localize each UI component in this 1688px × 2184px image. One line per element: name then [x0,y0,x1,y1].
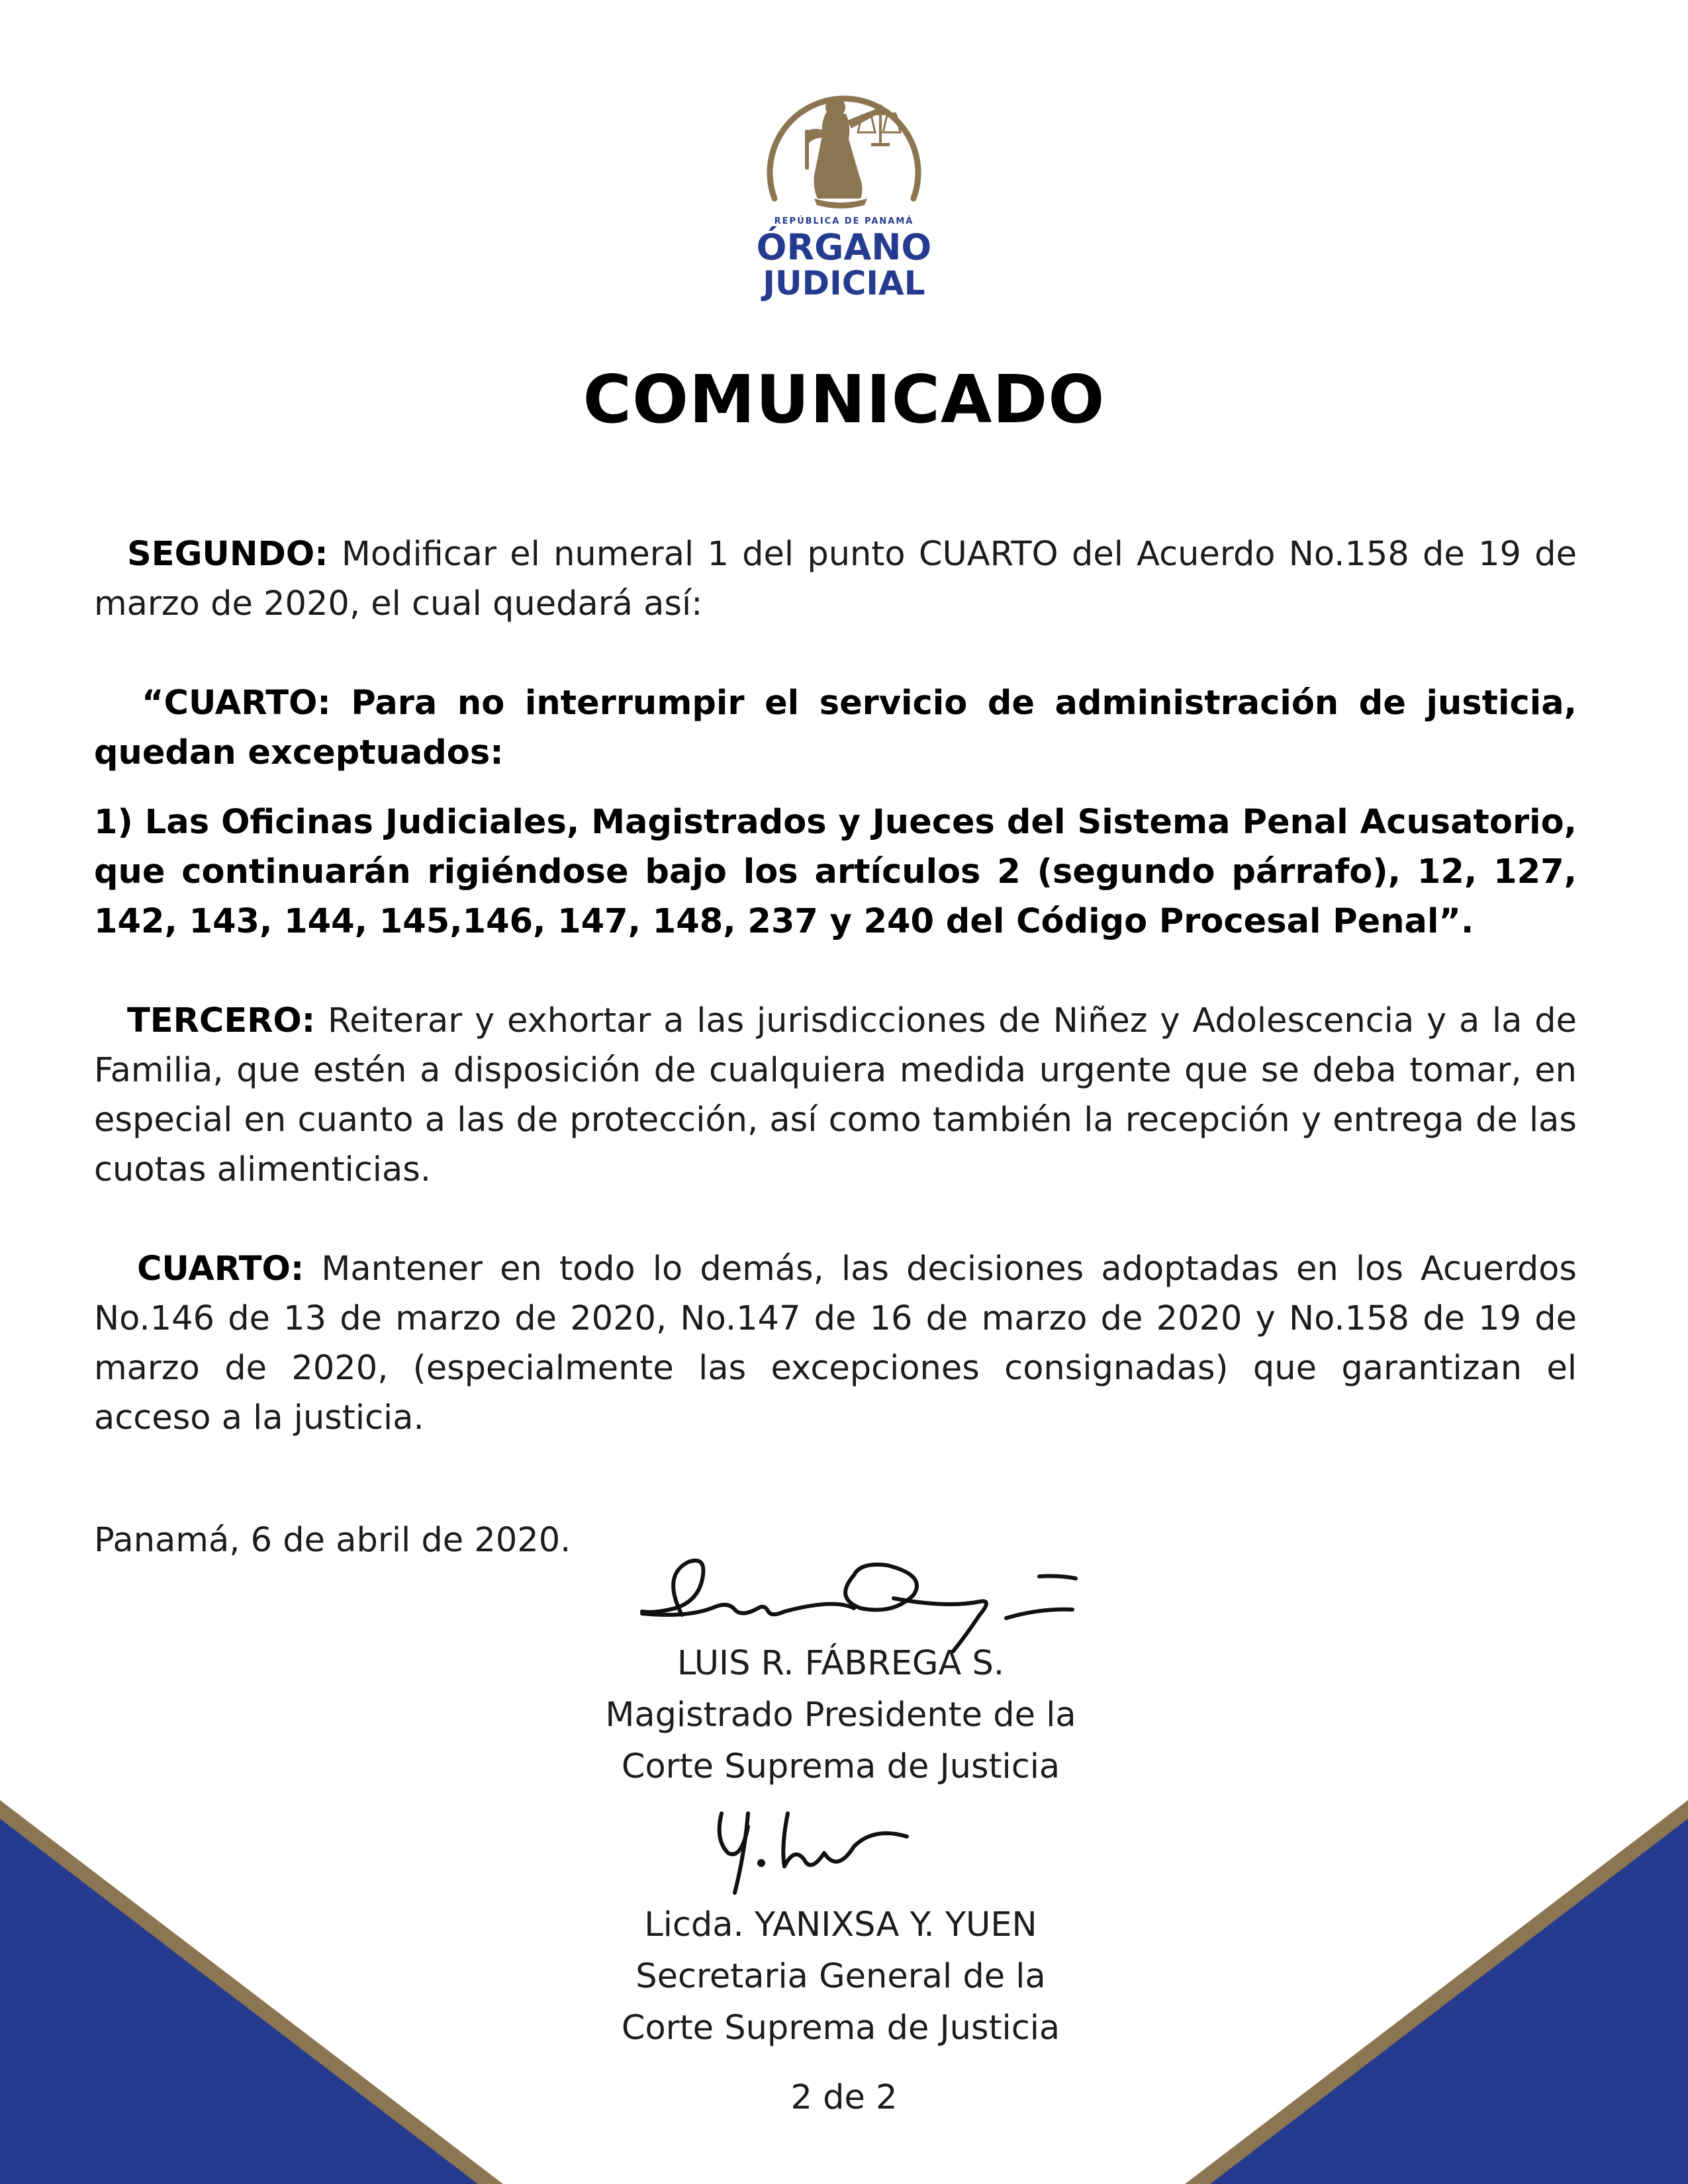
segundo-label: SEGUNDO: [127,535,328,574]
quote-text: “CUARTO: Para no interrumpir el servicio de administración de justicia, quedan exceptuados: [94,684,1577,772]
paragraph-cuarto [94,1244,1577,1443]
lady-justice-emblem-icon [748,66,940,304]
signer-1-role-line1: Magistrado Presidente de la [605,1696,1076,1735]
paragraph-item-1 [94,797,1577,946]
signer-2-role-line2: Corte Suprema de Justicia [621,2009,1060,2048]
tercero-text: Reiterar y exhortar a las jurisdicciones de Niñez y Adolescencia y a la de Familia, que estén a disposición de cualquiera medida urgente que se deba tomar, en especial en cuanto a las de protección, así como también la recepción y entrega de las cuotas alimenticias. [94,1001,1577,1189]
tercero-label: TERCERO: [127,1001,316,1040]
signer-1-role-line2: Corte Suprema de Justicia [621,1747,1060,1786]
corner-decoration-right [1185,1800,1688,2184]
logo-line1: ÓRGANO [756,226,932,268]
logo-line2: JUDICIAL [763,264,925,302]
signer-2-block [583,1899,1099,2054]
signer-1-name: LUIS R. FÁBREGA S. [677,1644,1005,1683]
paragraph-quote [94,678,1577,778]
item1-text: 1) Las Oficinas Judiciales, Magistrados y Jueces del Sistema Penal Acusatorio, que continuarán rigiéndose bajo los artículos 2 (segundo párrafo), 12, 127, 142, 143, 144, 145,146, 147, 148, 237 y 240 del Código Procesal Penal”. [94,803,1577,941]
organo-judicial-logo [748,66,940,304]
page-number: 2 de 2 [790,2078,898,2117]
segundo-text: Modificar el numeral 1 del punto CUARTO del Acuerdo No.158 de 19 de marzo de 2020, el cual quedará así: [94,535,1577,623]
cuarto-label: CUARTO: [137,1250,305,1289]
paragraph-segundo [94,529,1577,629]
document-title: COMUNICADO [583,361,1105,438]
signature-2-handwriting [695,1800,947,1899]
signer-2-name: Licda. YANIXSA Y. YUEN [644,1905,1037,1944]
signer-1-block [583,1638,1099,1793]
logo-subtitle: REPÚBLICA DE PANAMÁ [774,216,914,226]
signer-2-role-line1: Secretaria General de la [635,1957,1046,1996]
date-line: Panamá, 6 de abril de 2020. [94,1521,571,1560]
corner-decoration-left [0,1800,503,2184]
paragraph-tercero [94,996,1577,1195]
cuarto-text: Mantener en todo lo demás, las decisiones adoptadas en los Acuerdos No.146 de 13 de marzo de 2020, No.147 de 16 de marzo de 2020 y No.158 de 19 de marzo de 2020, (especialmente las excepciones consignadas) que garantizan el acceso a la justicia. [94,1250,1577,1437]
